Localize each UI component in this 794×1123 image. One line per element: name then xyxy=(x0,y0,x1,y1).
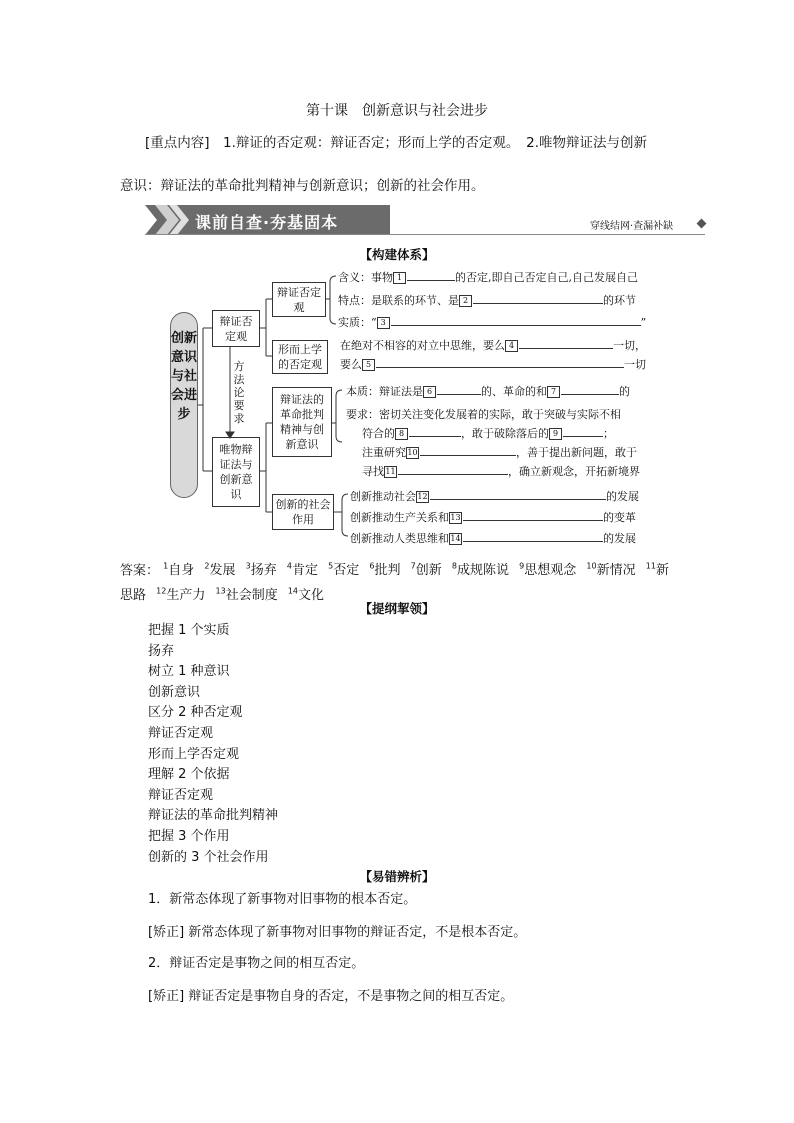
answer-item: $^{11}$新思路 xyxy=(120,562,669,603)
answer-item: $^5$否定 xyxy=(328,562,360,579)
fill-line-6: 本质：辩证法是 6 的、革命的和 7 的 xyxy=(346,385,630,398)
outline-line: 区分 2 种否定观 xyxy=(148,705,243,721)
fill-line-9: 注重研究10 ，善于提出新问题，敢于 xyxy=(362,446,637,459)
answer-item: $^3$扬弃 xyxy=(245,562,277,579)
node-social-role: 创新的社会作用 xyxy=(272,494,334,530)
fill-line-10: 寻找11 ，确立新观念，开拓新境界 xyxy=(362,465,640,478)
root-label: 创新意识与社会进步 xyxy=(171,331,198,422)
node-dialectical-view: 辩证否定观 xyxy=(272,282,326,317)
fill-line-12: 创新推动生产关系和13 的变革 xyxy=(350,511,636,524)
answer-item: $^{14}$文化 xyxy=(287,586,325,603)
key-content-line2: 意识：辩证法的革命批判精神与创新意识；创新的社会作用。 xyxy=(120,178,485,194)
errors-heading: 【易错辨析】 xyxy=(359,869,435,884)
root-node xyxy=(170,312,198,498)
answer-item: $^2$发展 xyxy=(204,562,236,579)
fill-line-7: 要求：密切关注变化发展着的实际，敢于突破与实际不相 xyxy=(346,408,621,421)
answer-item: $^9$思想观念 xyxy=(519,562,577,579)
answer-item: $^{10}$新情况 xyxy=(586,562,636,579)
fill-line-1: 含义：事物 1 的否定,即自己否定自己,自己发展自己 xyxy=(338,271,638,284)
answer-item: $^{12}$生产力 xyxy=(156,586,206,603)
fill-line-2: 特点：是联系的环节、是 2 的环节 xyxy=(338,294,636,307)
fill-line-13: 创新推动人类思维和14 的发展 xyxy=(350,532,636,545)
node-revolutionary-spirit: 辩证法的革命批判精神与创新意识 xyxy=(272,387,332,457)
node-materialist-dialectics: 唯物辩证法与创新意识 xyxy=(212,437,260,507)
outline-heading: 【提纲挈领】 xyxy=(359,601,435,616)
outline-line: 辩证否定观 xyxy=(148,787,214,803)
outline-line: 把握 1 个实质 xyxy=(148,623,230,638)
framework-heading: 【构建体系】 xyxy=(359,247,435,262)
key-content-line1: [重点内容] 1.辩证的否定观：辩证否定；形而上学的否定观。 2.唯物辩证法与创新 xyxy=(145,135,648,151)
answer-item: $^1$自身 xyxy=(163,562,195,579)
fill-line-4: 在绝对不相容的对立中思维，要么 4 一切， xyxy=(340,339,646,352)
page-title: 第十课 创新意识与社会进步 xyxy=(306,103,488,119)
fill-line-8: 符合的 8 ，敢于破除落后的 9 ； xyxy=(362,427,614,440)
outline-list xyxy=(148,621,278,868)
answer-item: $^4$肯定 xyxy=(286,562,319,579)
error-correction-2: [矫正] 辩证否定是事物自身的否定，不是事物之间的相互否定。 xyxy=(148,989,514,1004)
outline-line: 树立 1 种意识 xyxy=(148,664,230,680)
fill-line-3: 实质：“ 3 ” xyxy=(338,316,647,329)
node-dialectical-negation: 辩证否定观 xyxy=(212,310,260,347)
outline-line: 理解 2 个依据 xyxy=(148,767,230,783)
answer-item: $^{13}$社会制度 xyxy=(215,586,278,603)
outline-line: 辩证否定观 xyxy=(148,725,214,741)
answer-item: $^6$批判 xyxy=(369,562,401,579)
outline-line: 把握 3 个作用 xyxy=(148,828,230,844)
answer-item: $^8$成规陈说 xyxy=(451,562,510,579)
method-label: 方法论要求 xyxy=(233,360,245,425)
fill-line-11: 创新推动社会12 的发展 xyxy=(350,490,639,503)
fill-line-5: 要么 5 一切 xyxy=(340,358,646,371)
error-question-2: 2．辩证否定是事物之间的相互否定。 xyxy=(148,956,365,971)
banner-title: 课前自查·夯基固本 xyxy=(195,213,339,232)
outline-line: 扬弃 xyxy=(148,643,175,659)
answers-label: 答案： xyxy=(120,563,160,579)
error-question-1: 1．新常态体现了新事物对旧事物的根本否定。 xyxy=(148,892,417,907)
outline-line: 创新意识 xyxy=(148,684,201,700)
outline-line: 辩证法的革命批判精神 xyxy=(148,808,279,824)
error-correction-1: [矫正] 新常态体现了新事物对旧事物的辩证否定，不是根本否定。 xyxy=(148,925,527,940)
node-metaphysical-view: 形而上学的否定观 xyxy=(272,340,328,374)
outline-line: 形而上学否定观 xyxy=(148,746,240,762)
banner-right-text: 穿线结网·查漏补缺 xyxy=(590,221,674,232)
answer-item: $^7$创新 xyxy=(410,562,442,579)
outline-line: 创新的 3 个社会作用 xyxy=(148,849,269,865)
